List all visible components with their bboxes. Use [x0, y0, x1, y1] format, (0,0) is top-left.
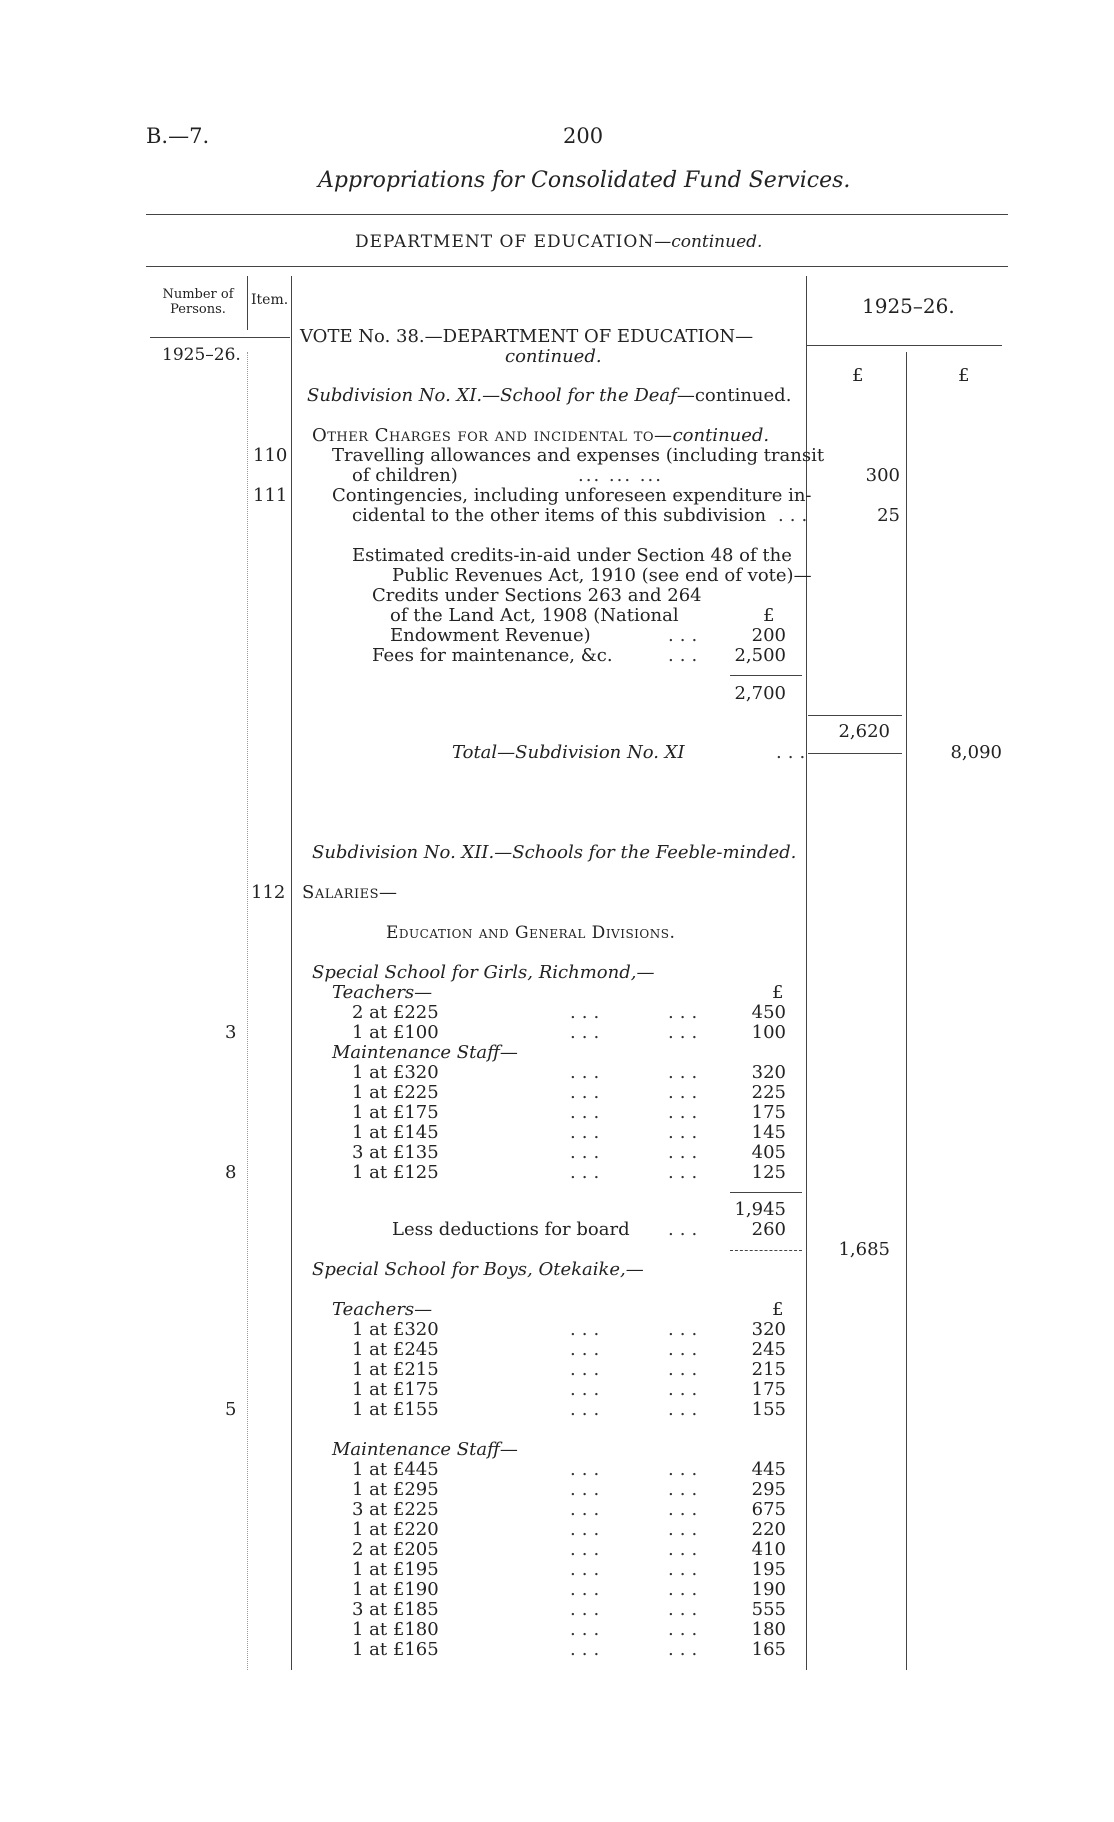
subdivision-11-net: 2,620: [838, 721, 890, 742]
leader-dots: ...: [668, 1142, 704, 1163]
salary-desc: 1 at £100: [352, 1022, 439, 1043]
net-rule-bottom: [808, 753, 902, 754]
salary-desc: 3 at £225: [352, 1499, 439, 1520]
other-charges-cont: continued.: [672, 425, 770, 446]
salary-amount: 320: [751, 1319, 786, 1340]
leader-dots: ...: [570, 1122, 606, 1143]
salary-amount: 450: [751, 1002, 786, 1023]
salary-desc: 1 at £180: [352, 1619, 439, 1640]
leader-dots: ...: [570, 1102, 606, 1123]
credits-pound: £: [763, 605, 775, 626]
school-name: Special School for Boys, Otekaike,—: [312, 1259, 644, 1280]
salary-desc: 3 at £185: [352, 1599, 439, 1620]
leader-dots: ...: [668, 1319, 704, 1340]
salary-desc: 1 at £155: [352, 1399, 439, 1420]
item-amount: 300: [865, 465, 900, 486]
leader-dots: ...: [668, 625, 704, 646]
salary-amount: 125: [751, 1162, 786, 1183]
salary-desc: 2 at £225: [352, 1002, 439, 1023]
salary-amount: 175: [751, 1102, 786, 1123]
salary-amount: 320: [751, 1062, 786, 1083]
persons-count: 5: [225, 1399, 237, 1420]
subdivision-12-heading: Subdivision No. XII.—Schools for the Feeble-minded.: [312, 842, 797, 863]
col-line-persons: [247, 276, 248, 330]
leader-dots: ...: [668, 1062, 704, 1083]
persons-count: 3: [225, 1022, 237, 1043]
item-line: Travelling allowances and expenses (including transit: [332, 445, 825, 466]
header-rule: [146, 214, 1008, 215]
salary-amount: 555: [751, 1599, 786, 1620]
persons-count: 8: [225, 1162, 237, 1183]
leader-dots: ... ... ...: [578, 465, 663, 486]
leader-dots: ...: [778, 505, 814, 526]
credits-line: Public Revenues Act, 1910 (see end of vote)—: [392, 565, 812, 586]
net-rule-top: [808, 715, 902, 716]
leader-dots: ...: [570, 1379, 606, 1400]
credits-line: Endowment Revenue): [390, 625, 591, 646]
leader-dots: ...: [570, 1319, 606, 1340]
salary-desc: 2 at £205: [352, 1539, 439, 1560]
year-header-right: 1925–26.: [862, 294, 955, 318]
credit-amount: 2,500: [734, 645, 786, 666]
salary-desc: 1 at £220: [352, 1519, 439, 1540]
salary-amount: 180: [751, 1619, 786, 1640]
leader-dots: ...: [570, 1599, 606, 1620]
leader-dots: ...: [668, 1479, 704, 1500]
salary-desc: 1 at £320: [352, 1319, 439, 1340]
subdivision-11-cont: continued.: [694, 385, 792, 406]
salary-amount: 245: [751, 1339, 786, 1360]
leader-dots: ...: [570, 1082, 606, 1103]
leader-dots: ...: [668, 1639, 704, 1660]
number-of-persons-header: Number of Persons.: [162, 287, 234, 317]
credits-total-rule: [730, 675, 802, 676]
leader-dots: ...: [668, 1339, 704, 1360]
department-heading: [355, 232, 762, 252]
subtotal-rule: [730, 1192, 802, 1193]
salary-amount: 225: [751, 1082, 786, 1103]
salary-amount: 445: [751, 1459, 786, 1480]
col-line-persons-lower: [247, 352, 248, 1670]
leader-dots: ...: [668, 1002, 704, 1023]
leader-dots: ...: [570, 1499, 606, 1520]
leader-dots: ...: [668, 1579, 704, 1600]
credits-total: 2,700: [734, 683, 786, 704]
salary-amount: 405: [751, 1142, 786, 1163]
item-line: cidental to the other items of this subdivision: [352, 505, 767, 526]
leader-dots: ...: [776, 742, 812, 763]
year-header-left: 1925–26.: [162, 345, 241, 365]
salary-desc: 1 at £175: [352, 1102, 439, 1123]
leader-dots: ...: [570, 1062, 606, 1083]
item-line: Contingencies, including unforeseen expenditure in-: [332, 485, 812, 506]
leader-dots: ...: [668, 1399, 704, 1420]
subdivision-11-heading: [307, 386, 791, 406]
salary-amount: 175: [751, 1379, 786, 1400]
leader-dots: ...: [570, 1359, 606, 1380]
teachers-label: Teachers—: [332, 1299, 433, 1320]
leader-dots: ...: [570, 1022, 606, 1043]
leader-dots: ...: [570, 1519, 606, 1540]
credits-line: Credits under Sections 263 and 264: [372, 585, 702, 606]
salary-amount: 100: [751, 1022, 786, 1043]
salary-desc: 3 at £135: [352, 1142, 439, 1163]
less-deductions-label: Less deductions for board: [392, 1219, 630, 1240]
col-header-rule-right: [806, 345, 1002, 346]
maintenance-label: Maintenance Staff—: [332, 1439, 518, 1460]
leader-dots: ...: [668, 1359, 704, 1380]
leader-dots: ...: [668, 1162, 704, 1183]
maintenance-label: Maintenance Staff—: [332, 1042, 518, 1063]
leader-dots: ...: [668, 645, 704, 666]
net-rule: [730, 1250, 802, 1251]
leader-dots: ...: [668, 1619, 704, 1640]
pound-sign: £: [772, 1299, 784, 1320]
leader-dots: ...: [570, 1579, 606, 1600]
salaries-heading: Salaries—: [302, 882, 398, 903]
credits-line: Fees for maintenance, &c.: [372, 645, 613, 666]
vote-title-cont: continued.: [505, 346, 602, 367]
table-top-rule: [146, 266, 1008, 267]
salary-amount: 675: [751, 1499, 786, 1520]
leader-dots: ...: [570, 1639, 606, 1660]
salary-desc: 1 at £165: [352, 1639, 439, 1660]
item-number: 112: [251, 882, 286, 903]
leader-dots: ...: [668, 1122, 704, 1143]
col-line-amount2: [906, 352, 907, 1670]
leader-dots: ...: [668, 1022, 704, 1043]
other-charges-label: Other Charges for and incidental to—: [312, 425, 673, 446]
leader-dots: ...: [668, 1519, 704, 1540]
salary-amount: 220: [751, 1519, 786, 1540]
richmond-net: 1,685: [838, 1239, 890, 1260]
pound-sign: £: [772, 982, 784, 1003]
salary-amount: 165: [751, 1639, 786, 1660]
col-header-rule-left: [150, 337, 290, 338]
department-cont: —continued.: [654, 232, 763, 252]
credits-line: Estimated credits-in-aid under Section 48 of the: [352, 545, 792, 566]
salary-amount: 155: [751, 1399, 786, 1420]
leader-dots: ...: [570, 1559, 606, 1580]
salary-amount: 190: [751, 1579, 786, 1600]
item-line: of children): [352, 465, 458, 486]
salary-desc: 1 at £445: [352, 1459, 439, 1480]
leader-dots: ...: [570, 1479, 606, 1500]
salary-desc: 1 at £195: [352, 1559, 439, 1580]
richmond-subtotal: 1,945: [734, 1199, 786, 1220]
page-number: 200: [563, 124, 604, 148]
department-name: DEPARTMENT OF EDUCATION: [355, 232, 655, 252]
col-line-item: [291, 276, 292, 1670]
leader-dots: ...: [668, 1499, 704, 1520]
school-name: Special School for Girls, Richmond,—: [312, 962, 655, 983]
subdivision-11-title: Subdivision No. XI.—School for the Deaf—: [307, 385, 695, 406]
leader-dots: ...: [570, 1162, 606, 1183]
item-amount: 25: [877, 505, 900, 526]
salary-desc: 1 at £245: [352, 1339, 439, 1360]
page-code: B.—7.: [146, 124, 210, 148]
salary-desc: 1 at £190: [352, 1579, 439, 1600]
leader-dots: ...: [668, 1219, 704, 1240]
salary-desc: 1 at £320: [352, 1062, 439, 1083]
item-number: 111: [253, 485, 288, 506]
salary-desc: 1 at £125: [352, 1162, 439, 1183]
other-charges-heading: [312, 426, 769, 446]
leader-dots: ...: [668, 1102, 704, 1123]
vote-title: VOTE No. 38.—DEPARTMENT OF EDUCATION—: [300, 326, 754, 347]
leader-dots: ...: [668, 1379, 704, 1400]
leader-dots: ...: [570, 1399, 606, 1420]
pound-col1: £: [852, 365, 864, 386]
leader-dots: ...: [570, 1339, 606, 1360]
salary-amount: 295: [751, 1479, 786, 1500]
salary-amount: 195: [751, 1559, 786, 1580]
credit-amount: 200: [751, 625, 786, 646]
salary-desc: 1 at £175: [352, 1379, 439, 1400]
leader-dots: ...: [570, 1459, 606, 1480]
salary-amount: 215: [751, 1359, 786, 1380]
less-deductions-amount: 260: [751, 1219, 786, 1240]
leader-dots: ...: [570, 1619, 606, 1640]
pound-col2: £: [958, 365, 970, 386]
credits-line: of the Land Act, 1908 (National: [390, 605, 679, 626]
total-label: Total—Subdivision No. XI: [452, 742, 685, 763]
page-title: Appropriations for Consolidated Fund Services.: [318, 168, 851, 193]
leader-dots: ...: [570, 1002, 606, 1023]
teachers-label: Teachers—: [332, 982, 433, 1003]
salary-desc: 1 at £225: [352, 1082, 439, 1103]
leader-dots: ...: [668, 1539, 704, 1560]
leader-dots: ...: [668, 1599, 704, 1620]
salary-amount: 410: [751, 1539, 786, 1560]
salary-amount: 145: [751, 1122, 786, 1143]
leader-dots: ...: [668, 1559, 704, 1580]
leader-dots: ...: [570, 1142, 606, 1163]
item-header: Item.: [251, 292, 289, 308]
salary-desc: 1 at £295: [352, 1479, 439, 1500]
divisions-heading: Education and General Divisions.: [386, 923, 676, 943]
salary-desc: 1 at £145: [352, 1122, 439, 1143]
subdivision-11-total: 8,090: [950, 742, 1002, 763]
salary-desc: 1 at £215: [352, 1359, 439, 1380]
leader-dots: ...: [570, 1539, 606, 1560]
leader-dots: ...: [668, 1459, 704, 1480]
leader-dots: ...: [668, 1082, 704, 1103]
item-number: 110: [253, 445, 288, 466]
